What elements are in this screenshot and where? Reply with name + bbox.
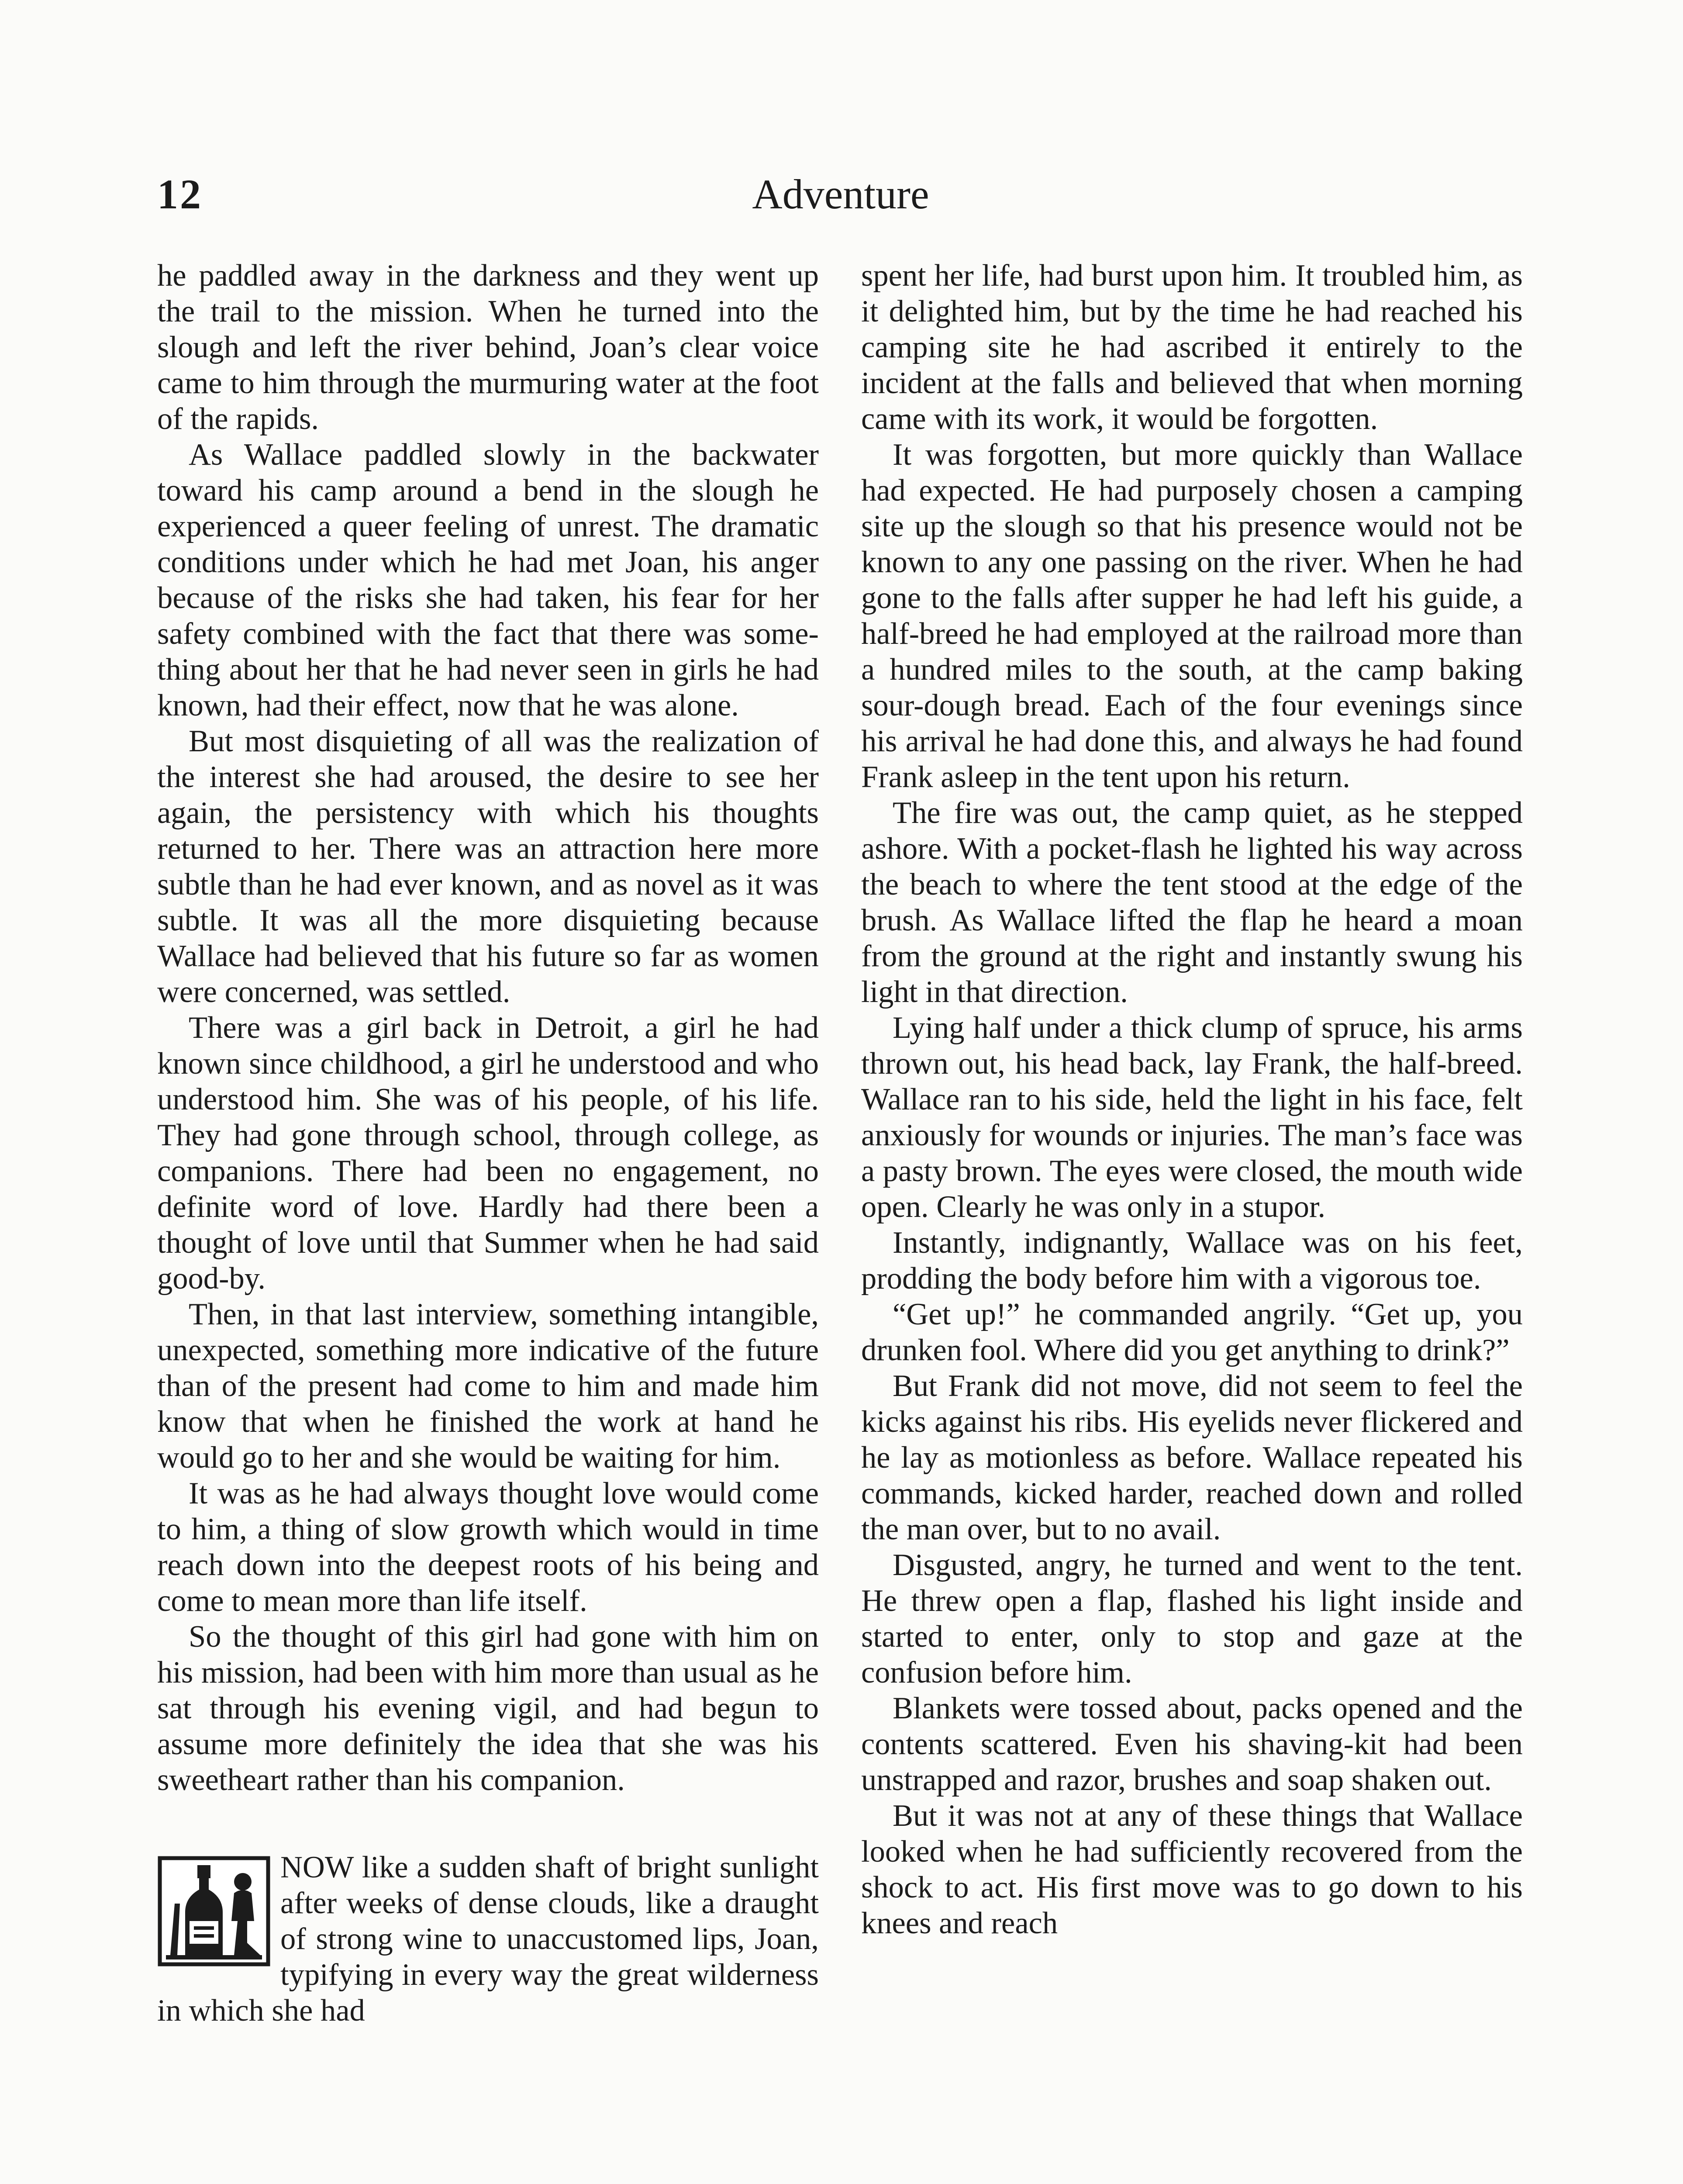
paragraph: As Wallace paddled slowly in the backwater toward his camp around a bend in the slough he experienced a queer feeling of unrest. The dramatic conditions under which he had met Joan, his anger because of the risks she had taken, his fear for her safety combined with the fact that there was something about her that he had never seen in girls he had known, had their effect, now that he was alone. xyxy=(157,438,819,722)
paragraph: But most disquieting of all was the realization of the interest she had aroused, the desire to see her again, the persistency with which his thoughts returned to her. There was an attraction here more subtle than he had ever known, and as novel as it was subtle. It was all the more disquieting because Wallace had believed that his future so far as women were concerned, was settled. xyxy=(157,724,819,1009)
section-break xyxy=(157,1798,819,1849)
page-number: 12 xyxy=(157,171,203,218)
paragraph: Instantly, indignantly, Wallace was on his feet, prodding the body before him with a vigorous toe. xyxy=(861,1226,1523,1296)
left-column xyxy=(157,258,819,2028)
paragraph: Disgusted, angry, he turned and went to the tent. He threw open a flap, flashed his light inside and started to enter, only to stop and gaze at the confusion before him. xyxy=(861,1548,1523,1690)
paragraph: Then, in that last interview, something intangible, unexpected, something more indicative of the future than of the present had come to him and made him know that when he finished the work at hand he would go to her and she would be waiting for him. xyxy=(157,1297,819,1475)
paragraph: Blankets were tossed about, packs opened and the contents scattered. Even his shaving-kit had been unstrapped and razor, brushes and soap shaken out. xyxy=(861,1691,1523,1797)
paragraph: So the thought of this girl had gone with him on his mission, had been with him more than usual as he sat through his evening vigil, and had begun to assume more definitely the idea that she was his sweetheart rather than his companion. xyxy=(157,1620,819,1797)
paragraph: he paddled away in the darkness and they went up the trail to the mission. When he turned into the slough and left the river behind, Joan’s clear voice came to him through the murmuring water at the foot of the rapids. xyxy=(157,259,819,436)
paragraph: But Frank did not move, did not seem to feel the kicks against his ribs. His eyelids never flickered and he lay as motionless as before. Wallace repeated his commands, kicked harder, reached down and rolled the man over, but to no avail. xyxy=(861,1369,1523,1546)
bottle-and-figure-icon xyxy=(157,1856,271,1967)
right-column xyxy=(861,258,1523,1941)
paragraph: It was as he had always thought love would come to him, a thing of slow growth which would in time reach down into the deepest roots of his being and come to mean more than life itself. xyxy=(157,1476,819,1618)
page-header xyxy=(157,166,1524,232)
paragraph: “Get up!” he commanded angrily. “Get up, you drunken fool. Where did you get anything to drink?” xyxy=(861,1297,1523,1367)
paragraph: The fire was out, the camp quiet, as he stepped ashore. With a pocket-flash he lighted his way across the beach to where the tent stood at the edge of the brush. As Wallace lifted the flap he heard a moan from the ground at the right and instantly swung his light in that direction. xyxy=(861,796,1523,1009)
paragraph: There was a girl back in Detroit, a girl he had known since childhood, a girl he understood and who understood him. She was of his people, of his life. They had gone through school, through college, as companions. There had been no engagement, no definite word of love. Hardly had there been a thought of love until that Summer when he had said good-by. xyxy=(157,1011,819,1296)
paragraph: But it was not at any of these things that Wallace looked when he had sufficiently recovered from the shock to act. His first move was to go down to his knees and reach xyxy=(861,1799,1523,1940)
section-opening xyxy=(157,1849,819,2028)
drop-paragraph: NOW like a sudden shaft of bright sunlight after weeks of dense clouds, like a draught of strong wine to unaccustomed lips, Joan, typifying in every way the great wilderness in which she had xyxy=(157,1850,819,2028)
paragraph: It was forgotten, but more quickly than Wallace had expected. He had purposely chosen a camping site up the slough so that his presence would not be known to any one passing on the river. When he had gone to the falls after supper he had left his guide, a half-breed he had employed at the railroad more than a hundred miles to the south, at the camp baking sour-dough bread. Each of the four evenings since his arrival he had done this, and always he had found Frank asleep in the tent upon his return. xyxy=(861,438,1523,794)
paragraph: Lying half under a thick clump of spruce, his arms thrown out, his head back, lay Frank, the half-breed. Wallace ran to his side, held the light in his face, felt anxiously for wounds or injuries. The man’s face was a pasty brown. The eyes were closed, the mouth wide open. Clearly he was only in a stupor. xyxy=(861,1011,1523,1224)
paragraph: spent her life, had burst upon him. It troubled him, as it delighted him, but by the time he had reached his camping site he had ascribed it entirely to the incident at the falls and believed that when morning came with its work, it would be forgotten. xyxy=(861,259,1523,436)
magazine-title: Adventure xyxy=(752,171,929,218)
